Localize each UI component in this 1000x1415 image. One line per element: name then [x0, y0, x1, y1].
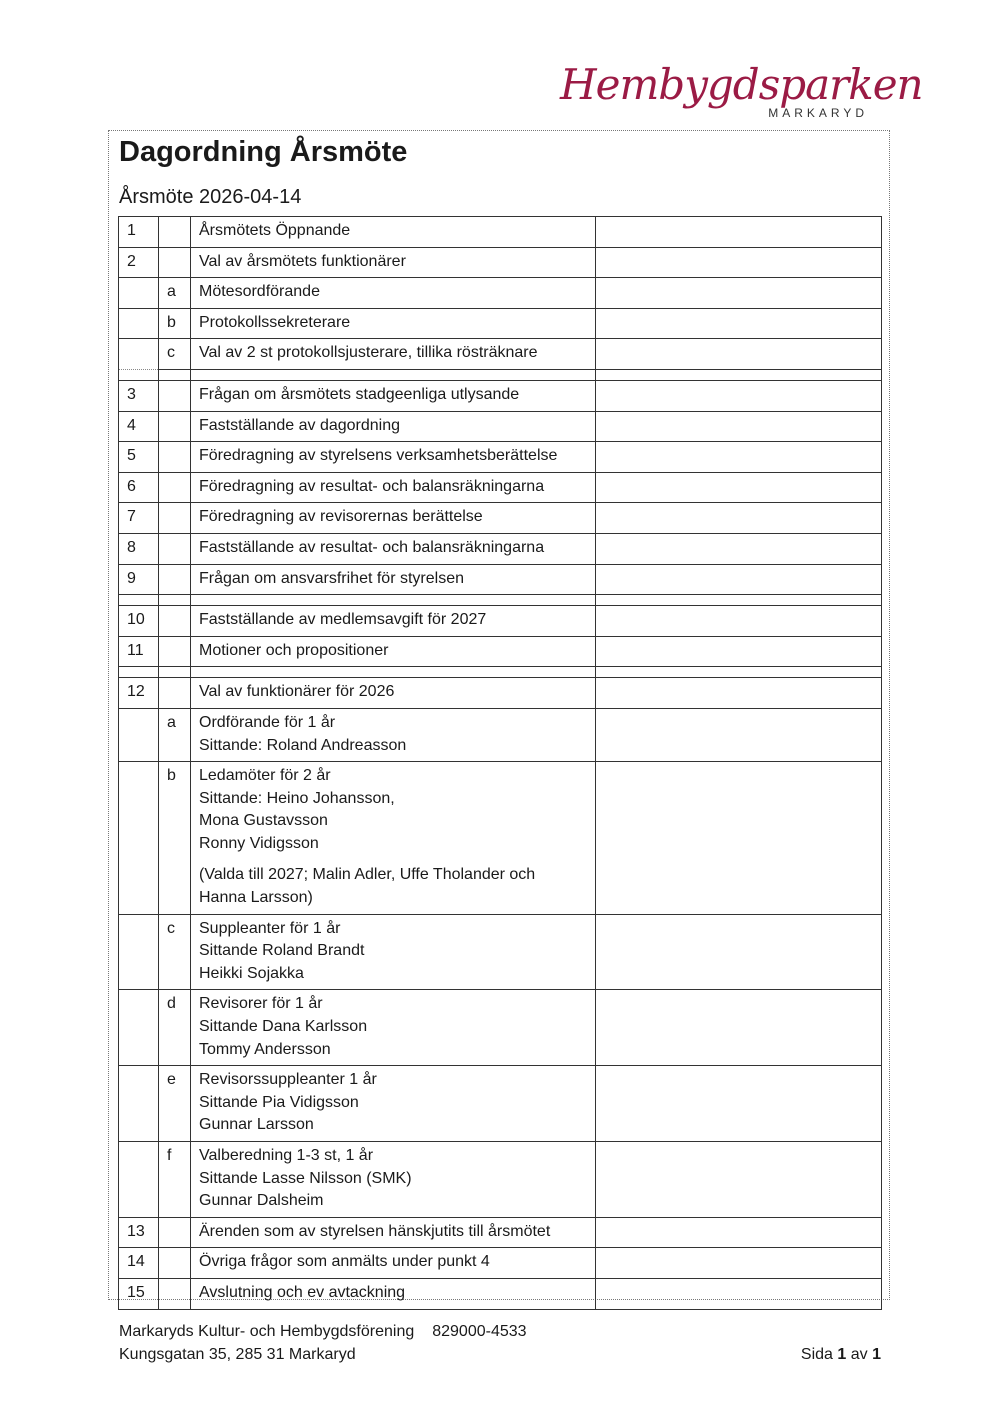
sub-letter: a: [159, 708, 191, 761]
item-number: 7: [119, 503, 159, 534]
footer-organization: [119, 1320, 527, 1366]
item-number: 8: [119, 533, 159, 564]
sitting-line: Ronny Vidigsson: [199, 834, 319, 852]
notes-cell: [596, 1066, 882, 1142]
notes-cell: [596, 278, 882, 309]
table-row: [119, 278, 882, 309]
notes-cell: [596, 472, 882, 503]
item-number: 14: [119, 1248, 159, 1279]
item-text: Frågan om ansvarsfrihet för styrelsen: [191, 564, 596, 595]
notes-cell: [596, 678, 882, 709]
item-number: 10: [119, 606, 159, 637]
org-address: Kungsgatan 35, 285 31 Markaryd: [119, 1346, 356, 1363]
sitting-line: Sittande: Roland Andreasson: [199, 736, 407, 754]
item-text: Frågan om årsmötets stadgeenliga utlysande: [191, 380, 596, 411]
item-text: [191, 762, 596, 915]
sitting-line: Sittande Dana Karlsson: [199, 1018, 368, 1036]
table-row: [119, 472, 882, 503]
item-text: Ärenden som av styrelsen hänskjutits till årsmötet: [191, 1217, 596, 1248]
table-row: [119, 533, 882, 564]
notes-cell: [596, 1248, 882, 1279]
spacer-row: [119, 369, 882, 380]
item-text: [191, 1142, 596, 1218]
org-name: Markaryds Kultur- och Hembygdsförening: [119, 1323, 415, 1340]
item-text: [191, 990, 596, 1066]
sub-letter: a: [159, 278, 191, 309]
table-row: [119, 1142, 882, 1218]
table-row: [119, 339, 882, 370]
item-number: 5: [119, 442, 159, 473]
notes-cell: [596, 606, 882, 637]
item-text: Val av 2 st protokollsjusterare, tillika rösträknare: [191, 339, 596, 370]
item-number: 4: [119, 411, 159, 442]
spacer-row: [119, 595, 882, 606]
sitting-line: Sittande Roland Brandt: [199, 942, 365, 960]
logo-wordmark: Hembygdsparken: [560, 60, 923, 109]
agenda-table: [118, 216, 882, 1310]
table-row: [119, 380, 882, 411]
notes-cell: [596, 1278, 882, 1309]
notes-cell: [596, 914, 882, 990]
item-text: Fastställande av medlemsavgift för 2027: [191, 606, 596, 637]
item-number: 9: [119, 564, 159, 595]
notes-cell: [596, 308, 882, 339]
notes-cell: [596, 708, 882, 761]
page-total: 1: [872, 1346, 881, 1363]
item-text: Föredragning av resultat- och balansräkningarna: [191, 472, 596, 503]
sitting-line: Sittande Lasse Nilsson (SMK): [199, 1169, 412, 1187]
item-text: Fastställande av dagordning: [191, 411, 596, 442]
item-number: 2: [119, 247, 159, 278]
item-text: Fastställande av resultat- och balansräkningarna: [191, 533, 596, 564]
item-number: 13: [119, 1217, 159, 1248]
item-text: Mötesordförande: [191, 278, 596, 309]
item-number: 11: [119, 636, 159, 667]
table-row: [119, 990, 882, 1066]
sub-letter: d: [159, 990, 191, 1066]
role-line: Ordförande för 1 år: [199, 713, 336, 731]
notes-cell: [596, 411, 882, 442]
notes-cell: [596, 339, 882, 370]
role-line: Ledamöter för 2 år: [199, 767, 331, 785]
sub-letter: c: [159, 914, 191, 990]
notes-cell: [596, 217, 882, 248]
role-line: Revisorssuppleanter 1 år: [199, 1071, 377, 1089]
notes-cell: [596, 247, 882, 278]
notes-cell: [596, 380, 882, 411]
role-line: Revisorer för 1 år: [199, 995, 323, 1013]
notes-cell: [596, 503, 882, 534]
table-row: [119, 1278, 882, 1309]
item-number: 6: [119, 472, 159, 503]
item-number: 3: [119, 380, 159, 411]
table-row: [119, 636, 882, 667]
notes-cell: [596, 1217, 882, 1248]
item-text: Val av funktionärer för 2026: [191, 678, 596, 709]
table-row: [119, 1248, 882, 1279]
table-row: [119, 564, 882, 595]
item-text: [191, 1066, 596, 1142]
table-row: [119, 217, 882, 248]
item-text: Årsmötets Öppnande: [191, 217, 596, 248]
logo-place: MARKARYD: [768, 106, 868, 120]
notes-cell: [596, 442, 882, 473]
page-indicator: Sida 1 av 1: [800, 1346, 881, 1363]
table-row: [119, 411, 882, 442]
sitting-line: Tommy Andersson: [199, 1040, 331, 1058]
org-number: 829000-4533: [432, 1323, 527, 1340]
logo: [560, 60, 923, 120]
table-row: [119, 708, 882, 761]
notes-cell: [596, 533, 882, 564]
item-text: Avslutning och ev avtackning: [191, 1278, 596, 1309]
page-title: Dagordning Årsmöte: [119, 136, 408, 168]
table-row: [119, 308, 882, 339]
role-line: Suppleanter för 1 år: [199, 919, 341, 937]
sub-letter: b: [159, 308, 191, 339]
table-row: [119, 914, 882, 990]
sitting-line: Sittande Pia Vidigsson: [199, 1093, 359, 1111]
sitting-line: Heikki Sojakka: [199, 964, 304, 982]
sitting-line: Mona Gustavsson: [199, 812, 328, 830]
item-text: Protokollssekreterare: [191, 308, 596, 339]
item-text: Motioner och propositioner: [191, 636, 596, 667]
notes-cell: [596, 990, 882, 1066]
sub-letter: b: [159, 762, 191, 915]
meeting-date: Årsmöte 2026-04-14: [119, 186, 302, 208]
item-text: [191, 708, 596, 761]
table-row: [119, 1066, 882, 1142]
sitting-line: Gunnar Larsson: [199, 1116, 314, 1134]
elected-note: (Valda till 2027; Malin Adler, Uffe Tholander och Hanna Larsson): [199, 866, 536, 907]
page-current: 1: [837, 1346, 847, 1363]
table-row: [119, 762, 882, 915]
item-number: 15: [119, 1278, 159, 1309]
item-text: [191, 914, 596, 990]
item-text: Föredragning av styrelsens verksamhetsberättelse: [191, 442, 596, 473]
table-row: [119, 442, 882, 473]
table-row: [119, 503, 882, 534]
item-number: 1: [119, 217, 159, 248]
spacer-row: [119, 667, 882, 678]
table-row: [119, 1217, 882, 1248]
sub-letter: c: [159, 339, 191, 370]
item-text: Övriga frågor som anmälts under punkt 4: [191, 1248, 596, 1279]
notes-cell: [596, 762, 882, 915]
role-line: Valberedning 1-3 st, 1 år: [199, 1147, 374, 1164]
sitting-line: Gunnar Dalsheim: [199, 1192, 324, 1210]
item-text: Val av årsmötets funktionärer: [191, 247, 596, 278]
table-row: [119, 678, 882, 709]
sub-letter: e: [159, 1066, 191, 1142]
notes-cell: [596, 636, 882, 667]
sub-letter: f: [159, 1142, 191, 1218]
sitting-line: Sittande: Heino Johansson,: [199, 789, 395, 807]
item-text: Föredragning av revisorernas berättelse: [191, 503, 596, 534]
notes-cell: [596, 1142, 882, 1218]
table-row: [119, 606, 882, 637]
table-row: [119, 247, 882, 278]
item-number: 12: [119, 678, 159, 709]
notes-cell: [596, 564, 882, 595]
